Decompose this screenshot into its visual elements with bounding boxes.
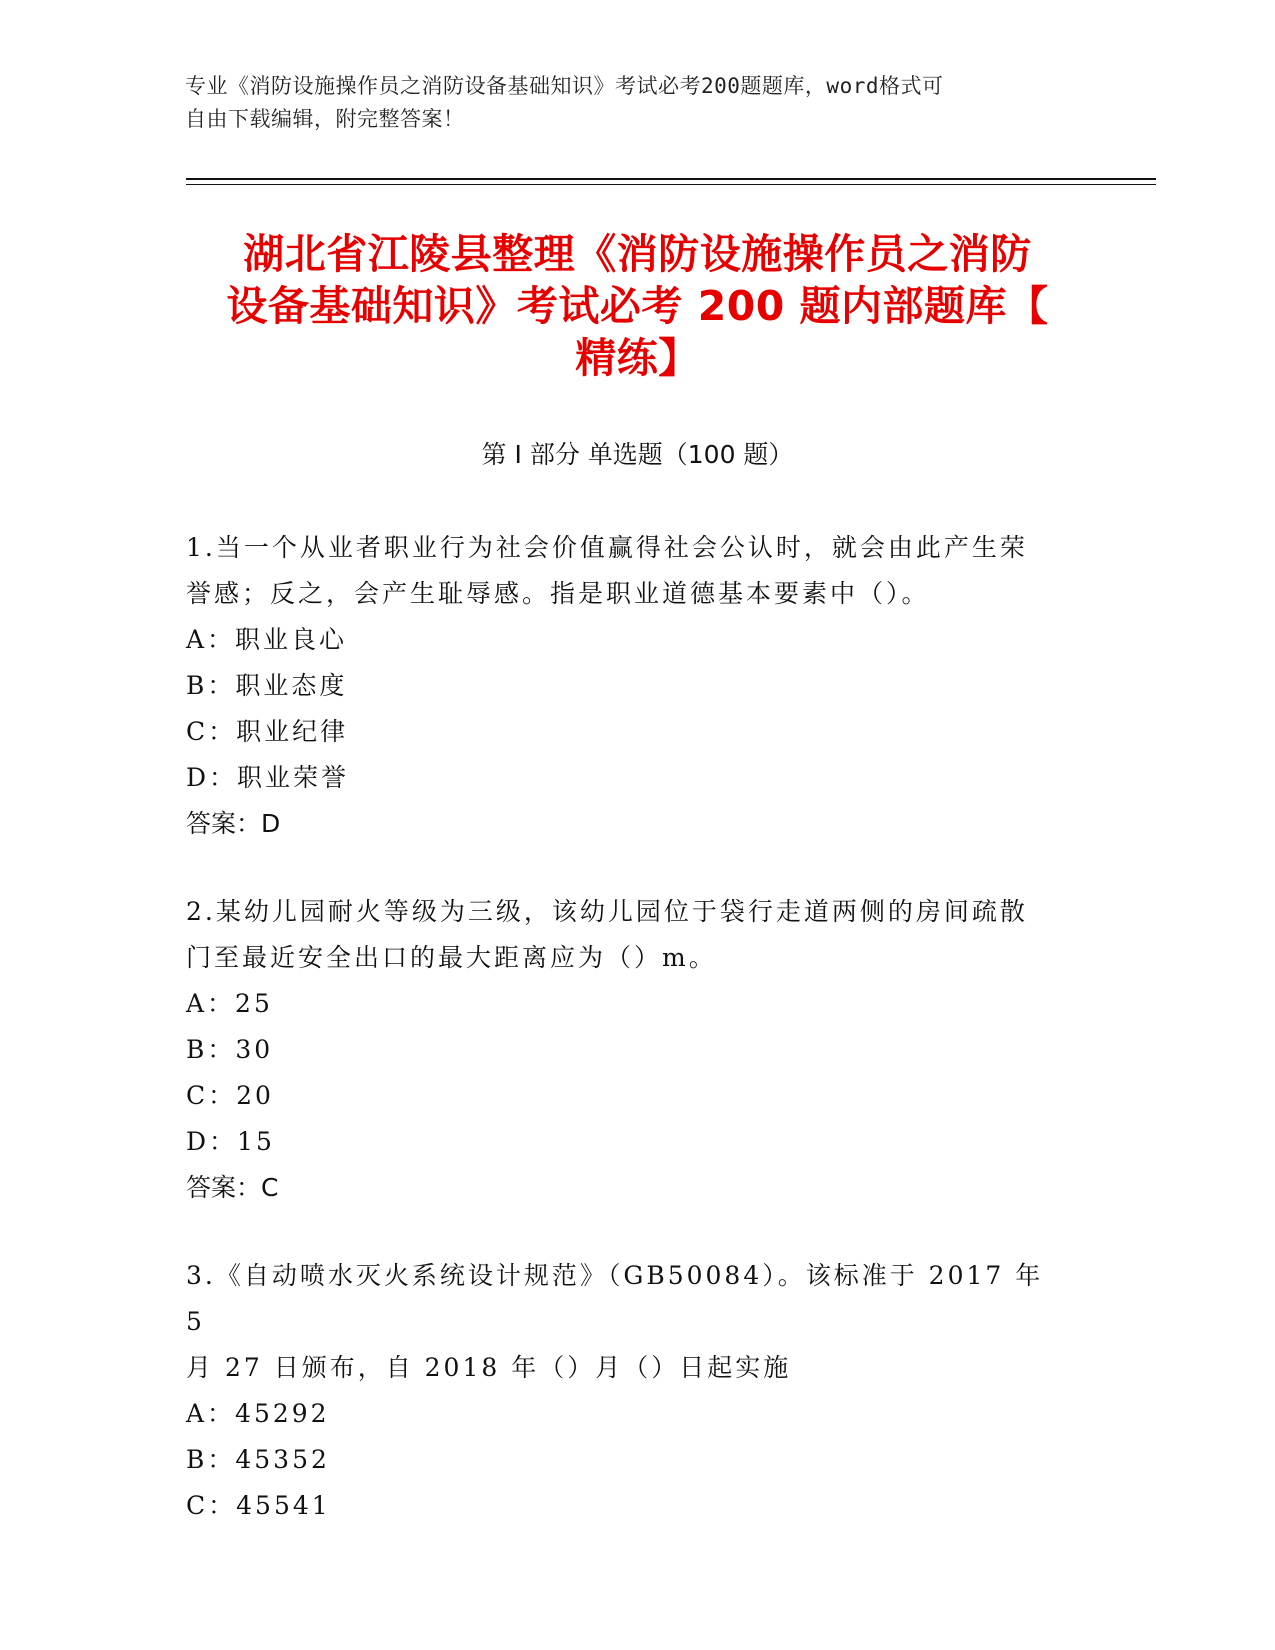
question-stem-line: 誉感；反之，会产生耻辱感。指是职业道德基本要素中（）。 xyxy=(186,579,930,608)
option-c: C：职业纪律 xyxy=(186,717,349,746)
question-stem-line: 3.《自动喷水灭火系统设计规范》（GB50084）。该标准于 2017 年 5 xyxy=(186,1261,1044,1336)
document-title-line-2: 设备基础知识》考试必考 200 题内部题库【 xyxy=(226,282,1049,330)
question-stem xyxy=(186,525,1066,617)
option-b: B：30 xyxy=(186,1035,274,1064)
option-b: B：职业态度 xyxy=(186,671,348,700)
answer-key: 答案：D xyxy=(186,809,281,838)
option-a: A：45292 xyxy=(186,1399,330,1428)
header-note-line-1: 专业《消防设施操作员之消防设备基础知识》考试必考200题题库，word格式可 xyxy=(185,74,944,98)
header-note-line-2: 自由下载编辑，附完整答案！ xyxy=(185,107,465,131)
question-2 xyxy=(186,889,1066,1211)
question-stem-line: 月 27 日颁布，自 2018 年（）月（）日起实施 xyxy=(186,1353,792,1382)
option-b: B：45352 xyxy=(186,1445,330,1474)
document-title-line-1: 湖北省江陵县整理《消防设施操作员之消防 xyxy=(243,230,1032,278)
question-stem xyxy=(186,889,1066,981)
document-title-line-3: 精练】 xyxy=(575,334,700,382)
question-stem-line: 门至最近安全出口的最大距离应为（）m。 xyxy=(186,943,717,972)
header-note xyxy=(185,70,1075,136)
question-1 xyxy=(186,525,1066,847)
document-title xyxy=(180,228,1095,384)
question-stem xyxy=(186,1253,1066,1391)
header-divider-thin xyxy=(186,184,1156,185)
option-d: D：15 xyxy=(186,1127,275,1156)
answer-key: 答案：C xyxy=(186,1173,279,1202)
question-stem-line: 1.当一个从业者职业行为社会价值赢得社会公认时，就会由此产生荣 xyxy=(186,533,1028,562)
question-3 xyxy=(186,1253,1066,1529)
option-c: C：20 xyxy=(186,1081,274,1110)
option-d: D：职业荣誉 xyxy=(186,763,350,792)
option-c: C：45541 xyxy=(186,1491,331,1520)
option-a: A：职业良心 xyxy=(186,625,348,654)
question-stem-line: 2.某幼儿园耐火等级为三级，该幼儿园位于袋行走道两侧的房间疏散 xyxy=(186,897,1028,926)
section-heading: 第 I 部分 单选题（100 题） xyxy=(481,440,794,469)
header-divider-thick xyxy=(186,178,1156,180)
option-a: A：25 xyxy=(186,989,273,1018)
